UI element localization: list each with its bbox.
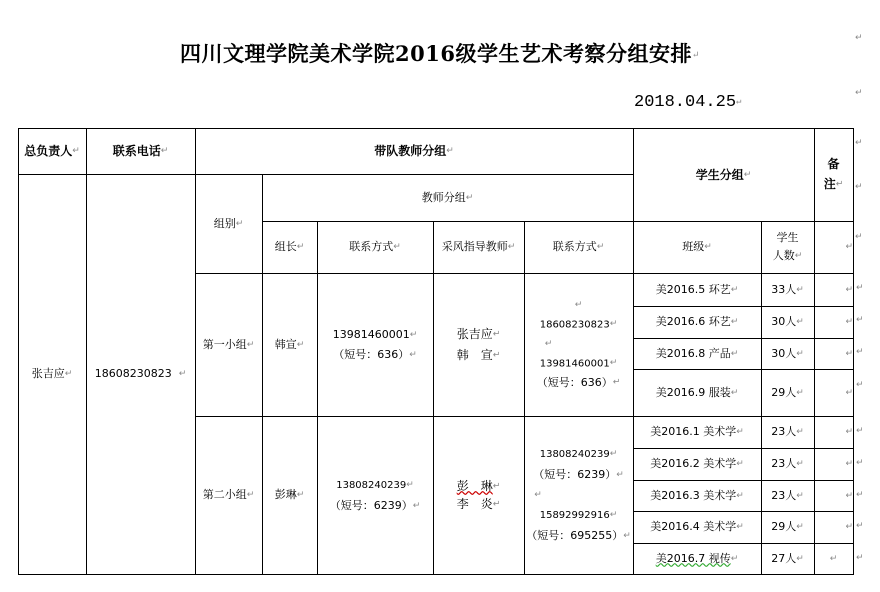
paragraph-mark-icon: ↵ [736,96,742,107]
header-phone [86,128,195,174]
header-contact [317,221,433,273]
team-leader-cell [262,416,317,574]
paragraph-mark-icon: ↵ [856,426,864,436]
remarks-cell [814,416,853,448]
paragraph-mark-icon: ↵ [855,88,863,98]
paragraph-mark-icon: ↵ [64,369,73,379]
class-cell [633,338,761,369]
paragraph-mark-icon: ↵ [796,348,804,359]
student-count: 23人 [771,425,797,438]
paragraph-mark-icon: ↵ [730,348,739,359]
paragraph-mark-icon: ↵ [296,242,305,252]
guide-teacher-name: 张吉应 [456,327,493,341]
count-cell [761,369,814,416]
group-name: 第一小组 [202,337,247,351]
header-leader [18,128,86,174]
class-cell [633,448,761,480]
paragraph-mark-icon: ↵ [730,284,739,295]
count-cell [761,338,814,369]
class-name: 美2016.4 美术学 [650,520,737,533]
class-cell [633,511,761,543]
count-cell [761,448,814,480]
class-cell [633,416,761,448]
student-count: 33人 [771,282,797,296]
header-class-text: 班级 [682,240,705,253]
student-count: 23人 [771,488,797,502]
guide-teacher-name: 韩 宣 [456,347,493,362]
paragraph-mark-icon: ↵ [736,490,744,501]
paragraph-mark-icon: ↵ [796,284,804,295]
paragraph-mark-icon: ↵ [393,242,401,252]
team-leader-phone: 13981460001 [332,327,410,341]
paragraph-mark-icon: ↵ [492,329,501,340]
guide-contact-phone: 15892992916 [539,510,610,521]
paragraph-mark-icon: ↵ [796,522,804,532]
leader-name: 张吉应 [31,367,65,380]
header-guide-contact-text: 联系方式 [552,240,597,253]
paragraph-mark-icon: ↵ [845,284,853,295]
paragraph-mark-icon: ↵ [845,348,853,359]
student-count: 30人 [771,315,797,328]
guide-teachers-cell [433,416,524,574]
remarks-cell [814,221,853,273]
paragraph-mark-icon: ↵ [609,510,618,520]
count-cell [761,273,814,306]
team-leader-cell [262,273,317,416]
class-name: 美2016.2 美术学 [650,457,737,470]
document-title [0,38,880,68]
team-leader-phone: 13808240239 [336,479,407,491]
paragraph-mark-icon: ↵ [856,490,864,500]
header-teacher-subgroup [262,174,633,221]
header-student-count-line2: 人数 [772,249,795,262]
guide-contact-phone: 13808240239 [539,449,610,460]
paragraph-mark-icon: ↵ [492,499,501,510]
remarks-cell [814,480,853,511]
class-name: 美2016.6 环艺 [655,315,731,328]
header-student-count [761,221,814,273]
class-name: 美2016.7 视传 [655,551,731,565]
header-teacher-group-text: 带队教师分组 [374,144,447,158]
paragraph-mark-icon: ↵ [796,459,804,469]
class-cell [633,306,761,338]
paragraph-mark-icon: ↵ [609,319,618,330]
paragraph-mark-icon: ↵ [609,357,618,368]
paragraph-mark-icon: ↵ [465,192,474,203]
paragraph-mark-icon: ↵ [736,427,744,437]
paragraph-mark-icon: ↵ [246,490,255,500]
class-cell [633,480,761,511]
header-student-count-line1: 学生 [776,231,799,244]
student-count: 23人 [771,457,797,470]
header-contact-text: 联系方式 [349,240,394,253]
header-guide-teacher-text: 采风指导教师 [441,240,508,253]
guide-contact-short-number: （短号：6239） [533,468,617,481]
guide-contact-short-number: （短号：695255） [526,529,624,542]
header-teacher-group [195,128,633,174]
paragraph-mark-icon: ↵ [796,427,804,437]
class-cell [633,369,761,416]
paragraph-mark-icon: ↵ [845,427,853,437]
paragraph-mark-icon: ↵ [609,449,618,459]
class-name: 美2016.5 环艺 [655,282,731,296]
guide-contacts-cell [524,416,633,574]
paragraph-mark-icon: ↵ [704,242,712,252]
paragraph-mark-icon: ↵ [492,350,501,360]
class-cell [633,273,761,306]
paragraph-mark-icon: ↵ [616,470,624,480]
header-phone-text: 联系电话 [112,144,161,158]
paragraph-mark-icon: ↵ [855,33,863,43]
paragraph-mark-icon: ↵ [845,317,853,327]
remarks-cell [814,306,853,338]
paragraph-mark-icon: ↵ [507,242,516,252]
paragraph-mark-icon: ↵ [72,146,80,156]
paragraph-mark-icon: ↵ [796,387,804,398]
paragraph-mark-icon: ↵ [406,479,414,490]
paragraph-mark-icon: ↵ [235,218,244,229]
header-leader-text: 总负责人 [24,144,73,158]
guide-teachers-cell [433,273,524,416]
paragraph-mark-icon: ↵ [409,349,417,360]
paragraph-mark-icon: ↵ [856,553,864,563]
remarks-cell [814,369,853,416]
count-cell [761,543,814,574]
paragraph-mark-icon: ↵ [409,329,418,340]
group-name-cell [195,273,262,416]
paragraph-mark-icon: ↵ [596,242,605,252]
paragraph-mark-icon: ↵ [574,300,583,311]
document-date [634,93,741,112]
team-leader-short-number: （短号：636） [333,347,410,361]
remarks-cell [814,338,853,369]
count-cell [761,511,814,543]
header-student-group-text: 学生分组 [695,167,744,182]
paragraph-mark-icon: ↵ [544,338,553,349]
paragraph-mark-icon: ↵ [446,146,454,156]
paragraph-mark-icon: ↵ [612,377,621,388]
table-border-right [853,128,854,575]
paragraph-mark-icon: ↵ [730,553,739,564]
group-name: 第二小组 [202,488,247,501]
paragraph-mark-icon: ↵ [730,317,739,327]
paragraph-mark-icon: ↵ [845,242,853,252]
paragraph-mark-icon: ↵ [796,490,804,501]
header-teacher-subgroup-text: 教师分组 [421,190,466,204]
paragraph-mark-icon: ↵ [856,380,864,390]
student-count: 29人 [771,520,797,533]
paragraph-mark-icon: ↵ [736,459,744,469]
leader-phone: 18608230823 [94,367,172,380]
paragraph-mark-icon: ↵ [829,553,838,564]
header-group-label-text: 组别 [213,216,236,230]
team-leader-short-number: （短号：6239） [329,498,413,512]
team-leader-name: 彭琳 [274,488,297,501]
paragraph-mark-icon: ↵ [845,459,853,469]
document-date-text: 2018.04.25 [634,93,737,112]
class-name: 美2016.3 美术学 [650,488,737,502]
paragraph-mark-icon: ↵ [796,317,804,327]
team-leader-contact-cell [317,416,433,574]
paragraph-mark-icon: ↵ [296,490,305,500]
header-team-leader [262,221,317,273]
class-name: 美2016.8 产品 [655,346,731,360]
paragraph-mark-icon: ↵ [794,251,803,261]
team-leader-contact-cell [317,273,433,416]
paragraph-mark-icon: ↵ [691,50,700,61]
header-remarks-line1: 备 [827,157,840,172]
guide-contact-phone: 18608230823 [539,319,610,331]
paragraph-mark-icon: ↵ [160,146,169,156]
paragraph-mark-icon: ↵ [855,232,863,242]
class-name: 美2016.1 美术学 [650,425,737,438]
paragraph-mark-icon: ↵ [845,522,853,532]
paragraph-mark-icon: ↵ [856,458,864,468]
paragraph-mark-icon: ↵ [730,387,739,398]
remarks-cell [814,448,853,480]
count-cell [761,306,814,338]
paragraph-mark-icon: ↵ [743,169,752,180]
paragraph-mark-icon: ↵ [856,521,864,531]
guide-contacts-cell [524,273,633,416]
paragraph-mark-icon: ↵ [178,369,187,379]
count-cell [761,416,814,448]
header-remarks-line2: 注 [823,177,836,192]
paragraph-mark-icon: ↵ [736,522,744,532]
student-count: 27人 [771,551,797,565]
paragraph-mark-icon: ↵ [623,531,631,541]
remarks-cell [814,511,853,543]
paragraph-mark-icon: ↵ [856,283,864,293]
paragraph-mark-icon: ↵ [492,481,501,491]
remarks-cell [814,543,853,574]
paragraph-mark-icon: ↵ [856,315,864,325]
group-name-cell [195,416,262,574]
paragraph-mark-icon: ↵ [534,490,542,500]
class-name: 美2016.9 服装 [655,385,731,399]
paragraph-mark-icon: ↵ [835,179,844,190]
remarks-cell [814,273,853,306]
paragraph-mark-icon: ↵ [796,553,804,564]
header-student-group [633,128,814,221]
table-border-bottom [18,574,854,575]
student-count: 30人 [771,346,797,360]
leader-name-cell [18,174,86,574]
paragraph-mark-icon: ↵ [845,490,853,501]
paragraph-mark-icon: ↵ [845,387,853,398]
header-guide-contact [524,221,633,273]
count-cell [761,480,814,511]
guide-contact-phone: 13981460001 [539,358,610,370]
header-team-leader-text: 组长 [274,240,297,253]
leader-phone-cell [86,174,195,574]
team-leader-name: 韩宣 [274,337,297,351]
guide-contact-short-number: （短号：636） [536,376,613,390]
paragraph-mark-icon: ↵ [412,500,421,511]
paragraph-mark-icon: ↵ [856,347,864,357]
guide-teacher-name: 彭 琳 [456,478,493,493]
student-count: 29人 [771,385,797,399]
header-guide-teacher [433,221,524,273]
paragraph-mark-icon: ↵ [855,182,863,192]
document-title-text: 四川文理学院美术学院2016级学生艺术考察分组安排 [180,41,692,66]
header-remarks [814,128,853,221]
paragraph-mark-icon: ↵ [246,339,255,350]
paragraph-mark-icon: ↵ [855,138,863,148]
header-class [633,221,761,273]
guide-teacher-name: 李 炎 [456,497,493,511]
paragraph-mark-icon: ↵ [296,339,305,350]
class-cell [633,543,761,574]
header-group-label [195,174,262,273]
